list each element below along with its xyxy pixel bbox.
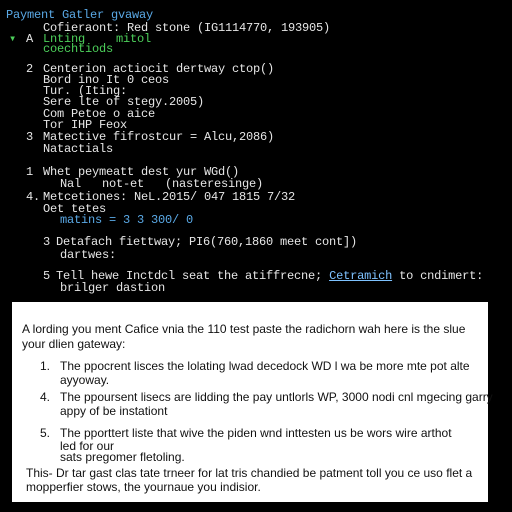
doc-item-5-number: 5.	[40, 426, 51, 440]
item-4-number: 4.	[26, 190, 41, 204]
terminal-title: Payment Gatler gvaway	[6, 8, 154, 22]
item-2-line-4: Sere lte of stegy.2005)	[43, 95, 205, 109]
item-3-number: 3	[26, 130, 34, 144]
item-1-line-2: Nal not-et (nasteresinge)	[60, 177, 264, 191]
doc-item-4-line-2: appy of be instationt	[60, 404, 168, 418]
item-4-line-1: Metcetiones: NeL.2015/ 047 1815 7/32	[43, 190, 296, 204]
item-3b-line-2: dartwes:	[60, 248, 117, 262]
doc-item-5-line-3: sats pregomer fletoling.	[60, 450, 185, 464]
terminal-line-2a-right: mitol	[116, 32, 152, 46]
item-4-line-3: matins = 3 3 300/ 0	[60, 213, 194, 227]
collapse-arrow-icon[interactable]: ▾	[9, 32, 17, 46]
item-2-number: 2	[26, 62, 34, 76]
doc-item-4-line-1: The ppoursent lisecs are lidding the pay untlorls WP, 3000 nodi cnl mgecing garry	[60, 390, 493, 404]
terminal-line-2a-left: Lnting	[43, 32, 86, 46]
item-1-number: 1	[26, 165, 34, 179]
doc-footer-line-2: mopperfier stows, the yournaue you indisior.	[26, 480, 261, 494]
item-3b-number: 3	[43, 235, 51, 249]
item-3-line-1: Matective fifrostcur = Alcu,2086)	[43, 130, 275, 144]
item-2-line-3: Tur. (Iting:	[43, 84, 128, 98]
doc-intro-line-2: your dlien gateway:	[22, 337, 126, 351]
item-5-line-1-post: to cndimert:	[399, 269, 484, 283]
doc-item-4-number: 4.	[40, 390, 51, 404]
terminal-line-1: Cofieraont: Red stone (IG1114770, 193905)	[43, 21, 331, 35]
item-4-line-2: Oet tetes	[43, 202, 107, 216]
section-a-label: A	[26, 32, 34, 46]
item-2-line-5: Com Petoe o aice	[43, 107, 156, 121]
item-5-link[interactable]: Cetramich	[329, 269, 393, 283]
item-3-line-2: Natactials	[43, 142, 114, 156]
item-2-line-2: Bord ino It 0 ceos	[43, 73, 170, 87]
item-5-line-1-pre: Tell hewe Inctdcl seat the atiffrecne;	[56, 269, 323, 283]
item-5-line-2: brilger dastion	[60, 281, 166, 295]
item-2-line-1: Centerion actiocit dertway ctop()	[43, 62, 275, 76]
doc-item-5-line-2: led for our	[60, 439, 115, 453]
doc-item-1-line-1: The ppocrent lisces the lolating lwad decedock WD l wa be more mte pot alte	[60, 359, 470, 373]
terminal-line-2b: coechtiods	[43, 42, 114, 56]
doc-intro-line-1: A lording you ment Cafice vnia the 110 test paste the radichorn wah here is the slue	[22, 322, 466, 336]
item-1-line-1: Whet peymeatt dest yur WGd()	[43, 165, 240, 179]
item-3b-line-1: Detafach fiettway; PI6(760,1860 meet cont])	[56, 235, 358, 249]
document-panel	[12, 302, 493, 502]
doc-item-5-line-1: The pporttert liste that wive the piden wnd inttesten us be wors wire arthot	[60, 426, 452, 440]
doc-item-1-number: 1.	[40, 359, 51, 373]
doc-footer-line-1: This- Dr tar gast clas tate trneer for lat tris chandied be patment toll you ce uso flet a	[26, 466, 473, 480]
item-2-line-6: Tor IHP Feox	[43, 118, 128, 132]
item-5-number: 5	[43, 269, 51, 283]
doc-item-1-line-2: ayyoway.	[60, 373, 110, 387]
